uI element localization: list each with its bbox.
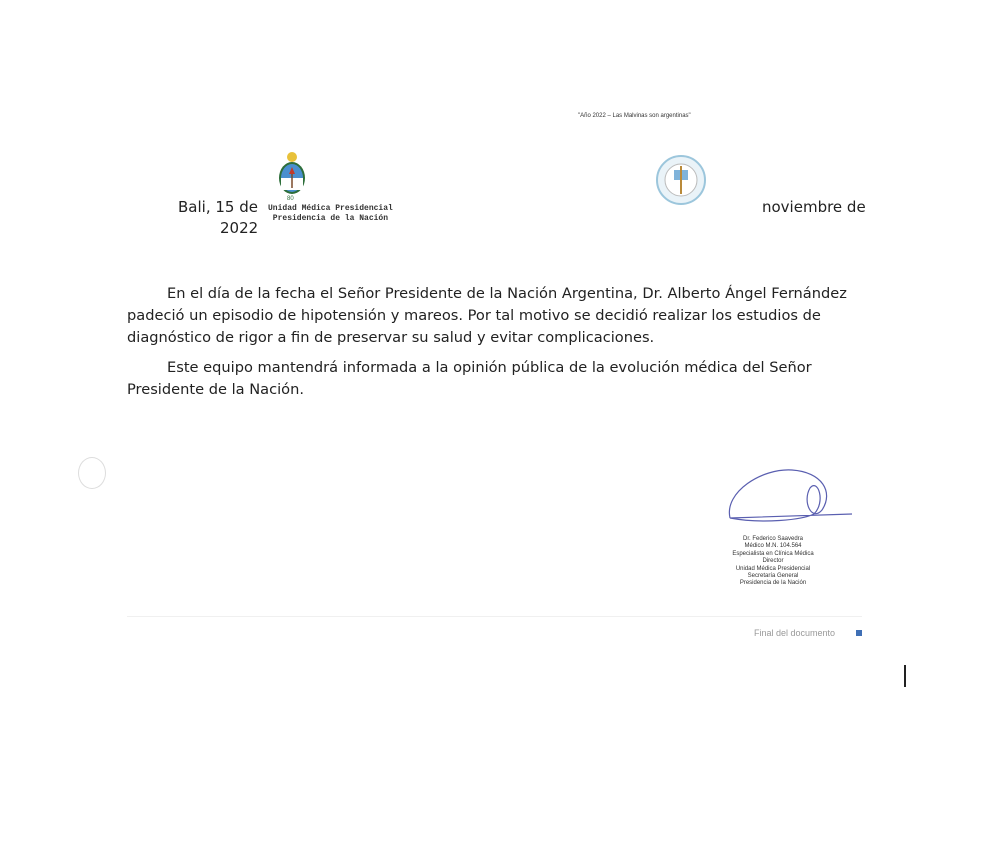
place-date: Bali, 15 de bbox=[178, 198, 258, 216]
signer-unit: Unidad Médica Presidencial bbox=[735, 565, 811, 572]
signer-name: Dr. Federico Saavedra bbox=[742, 536, 804, 542]
text-cursor bbox=[904, 665, 906, 687]
handwritten-signature bbox=[722, 462, 862, 539]
divider bbox=[127, 616, 862, 617]
signer-role: Director bbox=[762, 558, 784, 565]
unit-heading bbox=[268, 204, 393, 224]
date-month: noviembre de bbox=[762, 198, 866, 216]
signer-specialty: Especialista en Clínica Médica bbox=[732, 550, 814, 557]
signer-presidency: Presidencia de la Nación bbox=[739, 580, 807, 587]
end-marker-icon bbox=[856, 630, 862, 636]
signature-block bbox=[718, 536, 828, 588]
svg-text:80: 80 bbox=[287, 196, 294, 202]
signer-secretariat: Secretaría General bbox=[747, 573, 799, 580]
end-of-document-label: Final del documento bbox=[754, 628, 836, 638]
signer-license: Médico M.N. 104.564 bbox=[744, 543, 802, 550]
document-body bbox=[127, 283, 867, 409]
unit-line-1: Unidad Médica Presidencial bbox=[268, 204, 393, 213]
national-coat-of-arms-logo bbox=[276, 150, 308, 207]
page-nav-button[interactable] bbox=[78, 457, 106, 489]
unit-line-2: Presidencia de la Nación bbox=[272, 214, 389, 223]
paragraph-1: En el día de la fecha el Señor Presidente de la Nación Argentina, Dr. Alberto Ángel Fernández padeció un episodio de hipotensión y mareos. Por tal motivo se decidió realizar los estudios de diagnóstico de rigor a fin de preservar su salud y evitar complicaciones. bbox=[127, 285, 847, 346]
date-year: 2022 bbox=[220, 219, 259, 237]
paragraph-2: Este equipo mantendrá informada a la opinión pública de la evolución médica del Señor Presidente de la Nación. bbox=[127, 359, 812, 398]
medical-unit-seal-logo bbox=[655, 154, 707, 211]
motto: "Año 2022 – Las Malvinas son argentinas" bbox=[578, 113, 691, 119]
